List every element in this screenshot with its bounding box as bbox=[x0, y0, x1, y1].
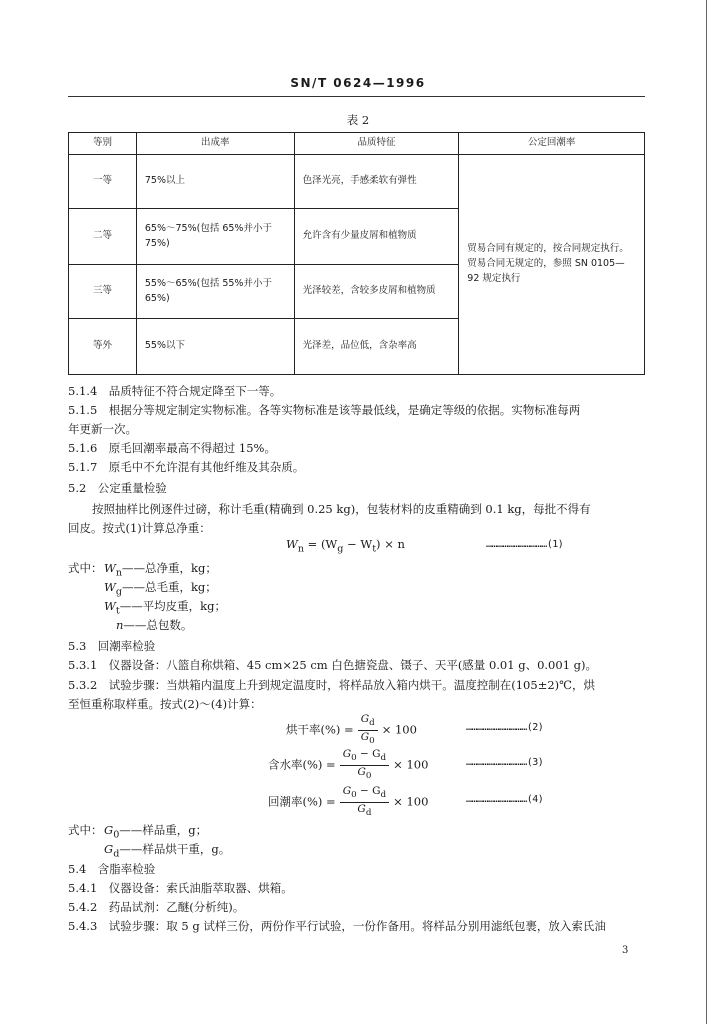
formula-subscript: d bbox=[380, 790, 387, 801]
formula-subscript: 0 bbox=[351, 753, 357, 764]
where-desc: ——样品烘干重，g。 bbox=[119, 842, 231, 856]
formula-text: − W bbox=[343, 537, 373, 551]
formula-2 bbox=[286, 713, 417, 748]
fraction-numerator bbox=[358, 713, 378, 731]
formula-symbol: W bbox=[286, 537, 298, 551]
quality-cell: 光泽较差，含较多皮屑和植物质 bbox=[294, 265, 459, 319]
where-symbol: W bbox=[104, 599, 116, 613]
formula-fraction bbox=[340, 748, 389, 783]
where-2-lead: 式中： bbox=[68, 823, 103, 837]
page-number: 3 bbox=[622, 945, 629, 956]
fraction-denominator bbox=[340, 766, 389, 783]
formula-subscript: d bbox=[365, 808, 372, 819]
where-subscript: g bbox=[115, 586, 122, 598]
formula-lhs: 烘干率(%) = bbox=[286, 722, 354, 737]
clause-5-3-1: 5.3.1 仪器设备：八篮自称烘箱、45 cm×25 cm 白色搪瓷盘、镊子、天平(感量 0.01 g、0.001 g)。 bbox=[68, 658, 598, 672]
yield-cell: 75%以上 bbox=[136, 155, 294, 209]
formula-1 bbox=[286, 537, 405, 554]
where-symbol: G bbox=[104, 823, 114, 837]
header-cell: 出成率 bbox=[136, 133, 294, 155]
regain-cell: 贸易合同有规定的，按合同规定执行。贸易合同无规定的，参照 SN 0105—92 规定执行 bbox=[459, 155, 645, 375]
clause-5-1-7: 5.1.7 原毛中不允许混有其他纤维及其杂质。 bbox=[68, 460, 305, 474]
quality-cell: 色泽光亮，手感柔软有弹性 bbox=[294, 155, 459, 209]
table-row bbox=[69, 155, 645, 209]
formula-subscript: d bbox=[369, 718, 375, 729]
formula-fraction bbox=[340, 785, 389, 820]
formula-text: − G bbox=[356, 748, 381, 760]
formula-symbol: G bbox=[357, 803, 366, 816]
where-symbol: G bbox=[104, 842, 114, 856]
header-cell: 品质特征 bbox=[294, 133, 459, 155]
where-subscript: d bbox=[113, 848, 120, 860]
formula-1-number: ……………………………(1) bbox=[486, 539, 564, 550]
formula-subscript: 0 bbox=[351, 790, 357, 801]
clause-5-4-3: 5.4.3 试验步骤：取 5 g 试样三份，两份作平行试验，一份作备用。将样品分别用滤纸包裹，放入索氏油 bbox=[68, 919, 606, 933]
fraction-denominator bbox=[340, 803, 389, 820]
formula-3 bbox=[268, 748, 428, 783]
table-caption: 表 2 bbox=[346, 113, 370, 127]
header-cell: 等别 bbox=[69, 133, 137, 155]
formula-symbol: G bbox=[342, 748, 352, 760]
grade-cell: 二等 bbox=[69, 209, 137, 265]
clause-5-2-para: 按照抽样比例逐件过磅，称计毛重(精确到 0.25 kg)，包装材料的皮重精确到 0.1 kg，每批不得有 bbox=[92, 502, 591, 516]
where-subscript: 0 bbox=[113, 829, 120, 841]
where-desc: ——总包数。 bbox=[123, 618, 193, 632]
formula-4 bbox=[268, 785, 428, 820]
table-header-row bbox=[69, 133, 645, 155]
section-5-3-heading: 5.3 回潮率检验 bbox=[68, 639, 156, 653]
where-symbol: W bbox=[104, 580, 116, 594]
formula-subscript: 0 bbox=[369, 736, 375, 747]
where-desc: ——平均皮重，kg； bbox=[119, 599, 227, 613]
where-symbol: W bbox=[104, 561, 116, 575]
formula-subscript: g bbox=[337, 543, 344, 555]
formula-subscript: t bbox=[372, 543, 377, 555]
clause-5-2-para-cont: 回皮。按式(1)计算总净重： bbox=[68, 521, 211, 535]
grade-cell: 三等 bbox=[69, 265, 137, 319]
formula-2-number: ……………………………(2) bbox=[466, 722, 544, 733]
fraction-numerator bbox=[340, 785, 389, 803]
grade-cell: 等外 bbox=[69, 319, 137, 375]
formula-text: × 100 bbox=[393, 757, 429, 772]
formula-symbol: G bbox=[357, 766, 366, 779]
section-5-2-heading: 5.2 公定重量检验 bbox=[68, 481, 167, 495]
formula-symbol: G bbox=[360, 731, 370, 744]
fraction-denominator bbox=[358, 731, 378, 748]
formula-lhs: 回潮率(%) = bbox=[268, 794, 336, 809]
formula-text: = (W bbox=[304, 537, 338, 551]
formula-subscript: n bbox=[297, 543, 304, 555]
section-5-4-heading: 5.4 含脂率检验 bbox=[68, 862, 156, 876]
clause-5-1-6: 5.1.6 原毛回潮率最高不得超过 15%。 bbox=[68, 441, 276, 455]
where-subscript: t bbox=[115, 605, 120, 617]
formula-symbol: G bbox=[360, 713, 370, 725]
yield-cell: 55%以下 bbox=[136, 319, 294, 375]
formula-3-number: ……………………………(3) bbox=[466, 757, 544, 768]
yield-cell: 55%～65%(包括 55%并小于 65%) bbox=[136, 265, 294, 319]
where-desc: ——样品重，g； bbox=[119, 823, 208, 837]
formula-subscript: d bbox=[380, 753, 387, 764]
yield-cell: 65%～75%(包括 65%并小于 75%) bbox=[136, 209, 294, 265]
fraction-numerator bbox=[340, 748, 389, 766]
where-desc: ——总毛重，kg； bbox=[121, 580, 217, 594]
clause-5-1-4: 5.1.4 品质特征不符合规定降至下一等。 bbox=[68, 384, 282, 398]
where-1-item bbox=[116, 616, 416, 634]
clause-5-4-2: 5.4.2 药品试剂：乙醚(分析纯)。 bbox=[68, 900, 245, 914]
formula-4-number: ……………………………(4) bbox=[466, 794, 544, 805]
header-cell: 公定回潮率 bbox=[459, 133, 645, 155]
formula-subscript: 0 bbox=[365, 771, 372, 782]
clause-5-4-1: 5.4.1 仪器设备：索氏油脂萃取器、烘箱。 bbox=[68, 881, 293, 895]
formula-fraction bbox=[358, 713, 378, 748]
where-desc: ——总净重，kg； bbox=[122, 561, 217, 575]
formula-symbol: G bbox=[342, 785, 352, 797]
clause-5-1-5: 5.1.5 根据分等规定制定实物标准。各等实物标准是该等最低线，是确定等级的依据。实物标准每两 bbox=[68, 403, 581, 417]
scan-edge-line bbox=[706, 0, 707, 1024]
clause-5-3-2-cont: 至恒重称取样重。按式(2)～(4)计算： bbox=[68, 697, 262, 711]
grade-table bbox=[68, 132, 645, 375]
header-rule bbox=[68, 96, 645, 97]
clause-5-3-2: 5.3.2 试验步骤：当烘箱内温度上升到规定温度时，将样品放入箱内烘干。温度控制在(105±2)℃，烘 bbox=[68, 678, 595, 692]
clause-5-1-5-cont: 年更新一次。 bbox=[68, 422, 137, 436]
where-1-lead: 式中： bbox=[68, 561, 103, 575]
formula-text: × 100 bbox=[381, 722, 417, 737]
formula-lhs: 含水率(%) = bbox=[268, 757, 336, 772]
where-symbol: n bbox=[116, 618, 124, 632]
formula-text: × 100 bbox=[393, 794, 429, 809]
grade-cell: 一等 bbox=[69, 155, 137, 209]
standard-code: SN/T 0624—1996 bbox=[290, 76, 426, 90]
formula-text: ) × n bbox=[376, 537, 405, 551]
quality-cell: 光泽差，品位低，含杂率高 bbox=[294, 319, 459, 375]
quality-cell: 允许含有少量皮屑和植物质 bbox=[294, 209, 459, 265]
formula-text: − G bbox=[356, 785, 381, 797]
where-subscript: n bbox=[115, 567, 122, 579]
